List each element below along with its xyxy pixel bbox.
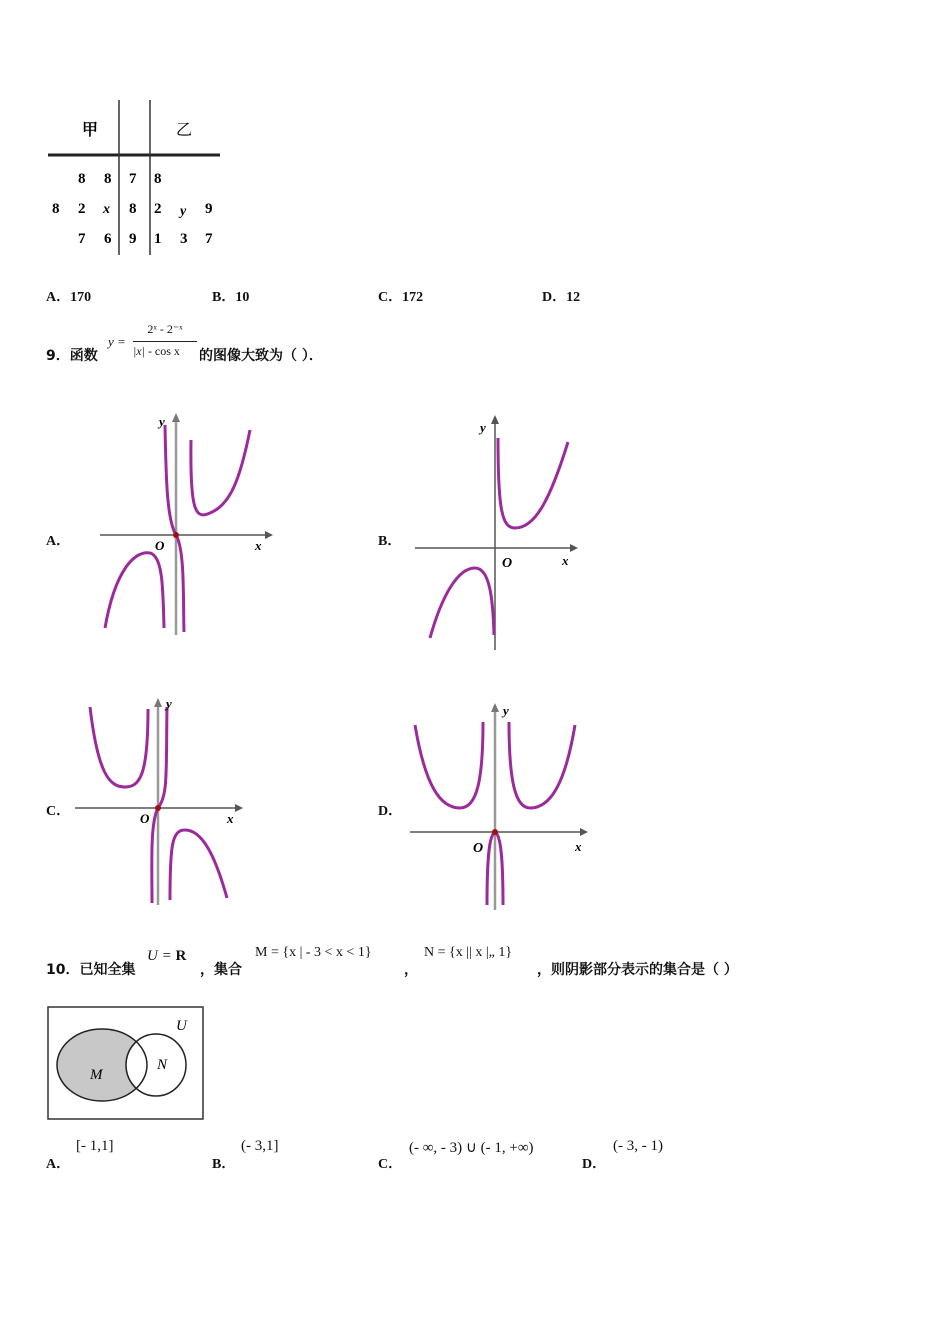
x-label: x <box>255 538 262 553</box>
origin-label: O <box>502 556 513 571</box>
leaf-right: 9 <box>205 201 213 217</box>
curve-right <box>498 438 568 528</box>
x-axis-arrow <box>570 544 578 552</box>
y-axis-arrow <box>172 413 180 422</box>
leaf-right: 1 <box>154 231 162 247</box>
option-letter: C． <box>378 290 403 305</box>
label-n: N <box>157 1057 168 1073</box>
stem: 8 <box>129 201 137 217</box>
leaf-right: 2 <box>154 201 162 217</box>
option-text: 170 <box>70 290 92 305</box>
x-axis-arrow <box>580 828 588 836</box>
label-u: U <box>176 1018 187 1034</box>
origin-label: O <box>473 841 484 856</box>
leaf-left: 8 <box>52 201 60 217</box>
q10-option-b-text: (- 3,1] <box>241 1138 279 1154</box>
curve-left <box>430 568 494 638</box>
q9-fraction-bar <box>133 341 197 342</box>
stem-leaf-header-left: 甲 <box>82 122 99 139</box>
q8-option-b[interactable] <box>212 286 249 306</box>
leaf-left: 8 <box>104 171 112 187</box>
leaf-right: 7 <box>205 231 213 247</box>
q9-suffix: 的图像大致为（ ）． <box>199 348 323 364</box>
curve-center <box>152 707 167 903</box>
graph-d[interactable] <box>405 700 595 915</box>
venn-diagram <box>46 1005 206 1123</box>
q10-number-text: 10．已知全集 <box>46 962 136 978</box>
q10-text-2: ，集合 <box>200 962 242 978</box>
q10-option-d-text: (- 3, - 1) <box>613 1138 663 1154</box>
origin-label: O <box>155 538 165 553</box>
graph-c[interactable] <box>70 695 250 910</box>
leaf-left: 8 <box>78 171 86 187</box>
origin-dot <box>155 805 161 811</box>
option-letter: B． <box>212 290 236 305</box>
label-m: M <box>90 1067 103 1083</box>
y-label: y <box>159 414 165 429</box>
leaf-left: 6 <box>104 231 112 247</box>
q8-option-a[interactable] <box>46 286 91 306</box>
q10-text-3: ， <box>404 962 418 978</box>
q8-option-d[interactable] <box>542 286 580 306</box>
option-text: 12 <box>566 290 581 305</box>
option-text: 172 <box>402 290 424 305</box>
graph-a[interactable] <box>95 410 275 640</box>
y-label: y <box>166 696 172 711</box>
x-axis-arrow <box>235 804 243 812</box>
q10-option-a-letter[interactable]: A． <box>46 1157 71 1172</box>
q9-option-b[interactable]: B． <box>378 534 402 549</box>
q10-set-n: N = {x || x |„ 1} <box>424 945 513 960</box>
q9-denominator: |x| - cos x <box>133 344 180 358</box>
leaf-left: 2 <box>78 201 86 217</box>
leaf-left-x: x <box>103 202 110 217</box>
q9-numerator: 2ˣ - 2⁻ˣ <box>147 322 183 336</box>
stem-leaf-header-right: 乙 <box>176 122 193 139</box>
leaf-left: 7 <box>78 231 86 247</box>
q10-option-d-letter[interactable]: D． <box>582 1157 607 1172</box>
curve-right <box>509 722 575 808</box>
y-axis-arrow <box>491 703 499 712</box>
x-label: x <box>227 811 234 826</box>
q9-option-c[interactable]: C． <box>46 804 71 819</box>
curve-right <box>191 430 250 515</box>
y-label: y <box>503 703 509 718</box>
set-n-circle <box>126 1034 186 1096</box>
curve-center <box>165 425 184 632</box>
q10-option-b-letter[interactable]: B． <box>212 1157 236 1172</box>
q10-option-c-text: (- ∞, - 3) ∪ (- 1, +∞) <box>409 1140 534 1156</box>
leaf-right: 3 <box>180 231 188 247</box>
x-axis-arrow <box>265 531 273 539</box>
q10-universal-set: U = R <box>147 948 187 964</box>
leaf-right-y: y <box>180 204 187 219</box>
option-letter: A． <box>46 290 71 305</box>
stem-leaf-plot <box>40 95 230 260</box>
x-label: x <box>562 553 569 568</box>
q10-set-m: M = {x | - 3 < x < 1} <box>255 945 372 960</box>
origin-label: O <box>140 811 150 826</box>
q9-option-d[interactable]: D． <box>378 804 403 819</box>
stem: 9 <box>129 231 137 247</box>
stem: 7 <box>129 171 137 187</box>
q10-text-4: ，则阴影部分表示的集合是（ ） <box>537 962 738 978</box>
y-label: y <box>480 420 486 435</box>
y-axis-arrow <box>491 415 499 424</box>
origin-dot <box>492 829 498 835</box>
leaf-right: 8 <box>154 171 162 187</box>
curve-left <box>105 553 164 628</box>
q10-option-c-letter[interactable]: C． <box>378 1157 403 1172</box>
curve-left <box>90 707 148 787</box>
curve-left <box>415 722 483 808</box>
graph-b[interactable] <box>410 410 590 655</box>
origin-dot <box>173 532 179 538</box>
q9-y-eq: y = <box>108 334 126 349</box>
q10-option-a-text: [- 1,1] <box>76 1138 114 1154</box>
option-letter: D． <box>542 290 567 305</box>
q9-number-prefix: 9．函数 <box>46 348 98 364</box>
q8-option-c[interactable] <box>378 286 423 306</box>
option-text: 10 <box>235 290 250 305</box>
y-axis-arrow <box>154 698 162 707</box>
x-label: x <box>575 839 582 854</box>
q9-option-a[interactable]: A． <box>46 534 71 549</box>
curve-right <box>170 830 227 900</box>
